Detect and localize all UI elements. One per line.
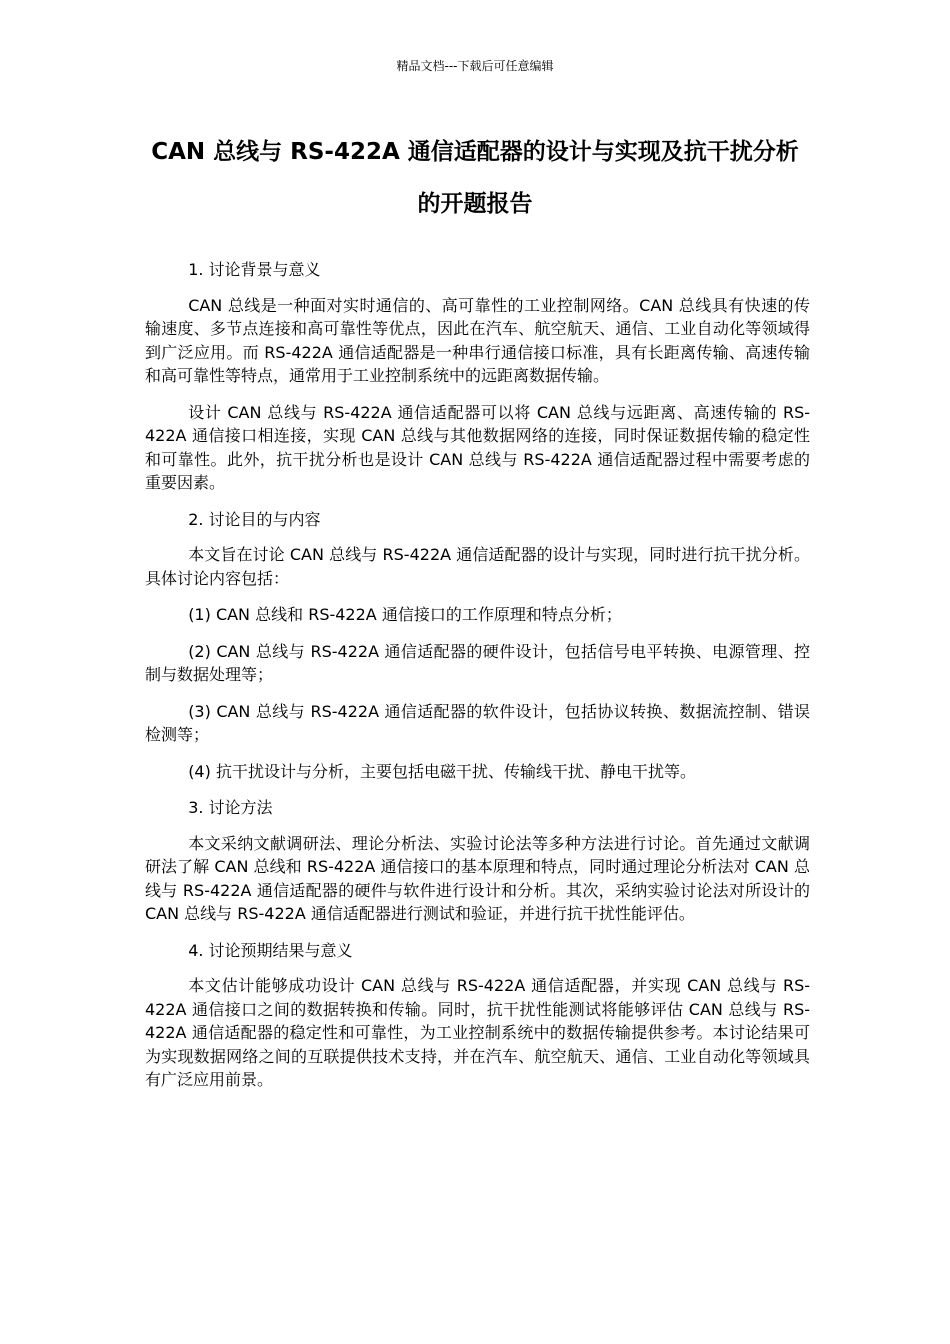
list-item: (2) CAN 总线与 RS-422A 通信适配器的硬件设计，包括信号电平转换、电源管理、控制与数据处理等； — [145, 641, 810, 684]
paragraph: 本文旨在讨论 CAN 总线与 RS-422A 通信适配器的设计与实现，同时进行抗干扰分析。具体讨论内容包括： — [145, 545, 810, 588]
paragraph: 设计 CAN 总线与 RS-422A 通信适配器可以将 CAN 总线与远距离、高速传输的 RS-422A 通信接口相连接，实现 CAN 总线与其他数据网络的连接，同时保证数据传输的稳定性和可靠性。此外，抗干扰分析也是设计 CAN 总线与 RS-422A 通信适配器过程中需要考虑的重要因素。 — [145, 402, 810, 492]
document-body — [145, 258, 810, 1105]
list-item: (3) CAN 总线与 RS-422A 通信适配器的软件设计，包括协议转换、数据流控制、错误检测等； — [145, 701, 810, 744]
list-item: (1) CAN 总线和 RS-422A 通信接口的工作原理和特点分析； — [188, 605, 622, 624]
paragraph: 本文采纳文献调研法、理论分析法、实验讨论法等多种方法进行讨论。首先通过文献调研法了解 CAN 总线和 RS-422A 通信接口的基本原理和特点，同时通过理论分析法对 CAN 总线与 RS-422A 通信适配器的硬件与软件进行设计和分析。其次，采纳实验讨论法对所设计的 CAN 总线与 RS-422A 通信适配器进行测试和验证，并进行抗干扰性能评估。 — [145, 833, 810, 923]
section-heading: 3. 讨论方法 — [188, 798, 273, 817]
paragraph: CAN 总线是一种面对实时通信的、高可靠性的工业控制网络。CAN 总线具有快速的传输速度、多节点连接和高可靠性等优点，因此在汽车、航空航天、通信、工业自动化等领域得到广泛应用。而 RS-422A 通信适配器是一种串行通信接口标准，具有长距离传输、高速传输和高可靠性等特点，通常用于工业控制系统中的远距离数据传输。 — [145, 295, 810, 385]
list-item: (4) 抗干扰设计与分析，主要包括电磁干扰、传输线干扰、静电干扰等。 — [188, 761, 696, 781]
section-heading: 4. 讨论预期结果与意义 — [188, 940, 353, 960]
section-heading: 1. 讨论背景与意义 — [188, 260, 321, 279]
paragraph: 本文估计能够成功设计 CAN 总线与 RS-422A 通信适配器，并实现 CAN 总线与 RS-422A 通信接口之间的数据转换和传输。同时，抗干扰性能测试将能够评估 CAN 总线与 RS-422A 通信适配器的稳定性和可靠性，为工业控制系统中的数据传输提供参考。本讨论结果可为实现数据网络之间的互联提供技术支持，并在汽车、航空航天、通信、工业自动化等领域具有广泛应用前景。 — [145, 976, 810, 1089]
header-note: 精品文档---下载后可任意编辑 — [396, 59, 554, 73]
document-title: CAN 总线与 RS-422A 通信适配器的设计与实现及抗干扰分析的开题报告 — [151, 139, 799, 217]
section-heading: 2. 讨论目的与内容 — [188, 509, 321, 529]
